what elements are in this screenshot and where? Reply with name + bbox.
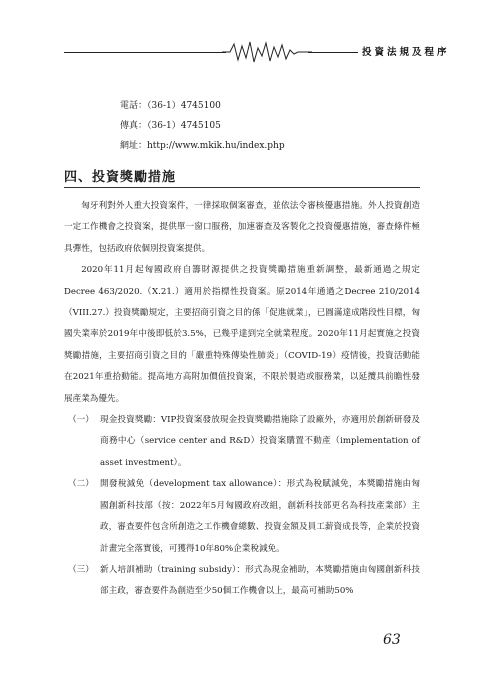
list-item	[64, 410, 420, 474]
contact-website: 網址：http://www.mkik.hu/index.php	[120, 141, 285, 151]
list-item-number: （二）	[68, 479, 94, 490]
list-item	[64, 474, 420, 560]
body-text	[64, 196, 420, 603]
contact-phone: 電話：（36-1）4745100	[120, 101, 221, 111]
contact-fax: 傳真：（36-1）4745105	[120, 121, 221, 131]
list-item-number: （一）	[68, 415, 94, 426]
incentive-list	[64, 410, 420, 603]
paragraph: 匈牙利對外人重大投資案件，一律採取個案審查，並依法令審核優惠措施。外人投資創造一定工作機會之投資案，提供單一窗口服務，加速審查及客製化之投資優惠措施，審查條件極具彈性，包括政府依個別投資案提供。	[64, 201, 420, 254]
list-item-text: 現金投資獎勵：VIP投資案發放現金投資獎勵措施除了設廠外，亦適用於創新研發及商務中心（service center and R&D）投資案購置不動產（implementation of asset investment）。	[100, 415, 420, 468]
list-item-text: 新人培訓補助（training subsidy）：形式為現金補助，本獎勵措施由匈國創新科技部主政，審查要件為創造至少50個工作機會以上，最高可補助50%	[100, 564, 420, 597]
section-underline	[64, 187, 420, 188]
heartbeat-line-icon	[222, 40, 312, 64]
list-item-text: 開發稅減免（development tax allowance）：形式為稅賦減免，本獎勵措施由匈國創新科技部（按：2022年5月匈國政府改組，創新科技部更名為科技產業部）主政，審查要件包含所創造之工作機會總數、投資金額及員工薪資成長等，企業於投資計畫完全落實後，可獲得10年80%企業稅減免。	[100, 479, 420, 554]
list-item	[64, 560, 420, 603]
list-item-number: （三）	[68, 564, 94, 575]
running-header-title: 投資法規及程序	[362, 47, 450, 58]
contact-block	[120, 96, 285, 156]
section-heading: 四、投資獎勵措施	[64, 170, 177, 185]
header-rule-right	[308, 52, 358, 53]
running-header	[64, 40, 450, 64]
header-rule-left	[64, 52, 226, 53]
page-number: 63	[383, 632, 401, 648]
paragraph: 2020年11月起匈國政府自籌財源提供之投資獎勵措施重新調整，最新通過之規定Decree 463/2020.（X.21.）適用於指標性投資案。原2014年通過之Decree 210/2014（VIII.27.）投資獎勵規定，主要招商引資之目的係「促進就業」，已圓滿達成階段性目標，匈國失業率於2019年中後即低於3.5%，已幾乎達到完全就業程度。2020年11月起實施之投資獎勵措施，主要招商引資之目的「嚴重特殊傳染性肺炎」（COVID-19）疫情後，投資活動能在2021年重拾動能。提高地方高附加價值投資案，不限於製造或服務業，以延攬具前瞻性發展產業為優先。	[64, 265, 420, 404]
